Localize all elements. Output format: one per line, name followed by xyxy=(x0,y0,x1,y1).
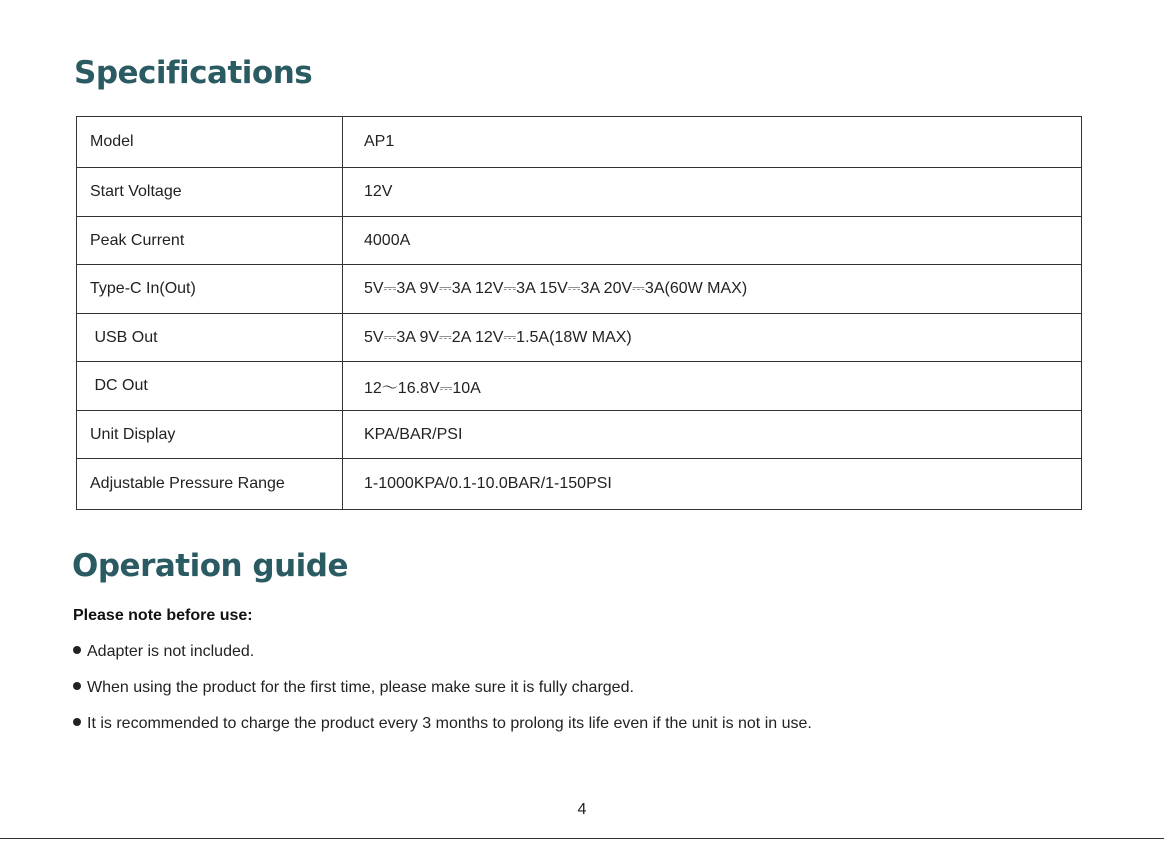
spec-value: AP1 xyxy=(343,117,1082,168)
list-item-text: When using the product for the first time, please make sure it is fully charged. xyxy=(87,679,634,696)
list-item-text: It is recommended to charge the product every 3 months to prolong its life even if the unit is not in use. xyxy=(87,715,812,732)
spec-label: Peak Current xyxy=(77,217,343,265)
spec-value: 12〜16.8V⎓10A xyxy=(343,362,1082,411)
spec-value: 5V⎓3A 9V⎓3A 12V⎓3A 15V⎓3A 20V⎓3A(60W MAX) xyxy=(343,265,1082,314)
specifications-table xyxy=(76,116,1082,510)
spec-value: 5V⎓3A 9V⎓2A 12V⎓1.5A(18W MAX) xyxy=(343,314,1082,362)
table-row xyxy=(77,117,1082,168)
table-row xyxy=(77,168,1082,217)
bullet-dot-icon xyxy=(73,682,81,690)
operation-guide-heading: Operation guide xyxy=(72,548,348,584)
bullet-dot-icon xyxy=(73,646,81,654)
spec-value: 12V xyxy=(343,168,1082,217)
spec-label: Type-C In(Out) xyxy=(77,265,343,314)
list-item xyxy=(73,715,812,733)
spec-label: Model xyxy=(77,117,343,168)
spec-label: Adjustable Pressure Range xyxy=(77,459,343,510)
table-row xyxy=(77,362,1082,411)
table-row xyxy=(77,314,1082,362)
list-item xyxy=(73,679,634,697)
table-row xyxy=(77,411,1082,459)
table-row xyxy=(77,459,1082,510)
bullet-dot-icon xyxy=(73,718,81,726)
spec-label: Start Voltage xyxy=(77,168,343,217)
page-number: 4 xyxy=(577,801,587,818)
spec-label: Unit Display xyxy=(77,411,343,459)
spec-value: 1-1000KPA/0.1-10.0BAR/1-150PSI xyxy=(343,459,1082,510)
list-item xyxy=(73,643,254,661)
bottom-divider xyxy=(0,838,1164,839)
note-heading: Please note before use: xyxy=(73,607,253,624)
spec-label: DC Out xyxy=(77,362,343,411)
table-row xyxy=(77,265,1082,314)
list-item-text: Adapter is not included. xyxy=(87,643,255,660)
spec-value: 4000A xyxy=(343,217,1082,265)
spec-value: KPA/BAR/PSI xyxy=(343,411,1082,459)
spec-label: USB Out xyxy=(77,314,343,362)
table-row xyxy=(77,217,1082,265)
specifications-heading: Specifications xyxy=(74,55,313,91)
